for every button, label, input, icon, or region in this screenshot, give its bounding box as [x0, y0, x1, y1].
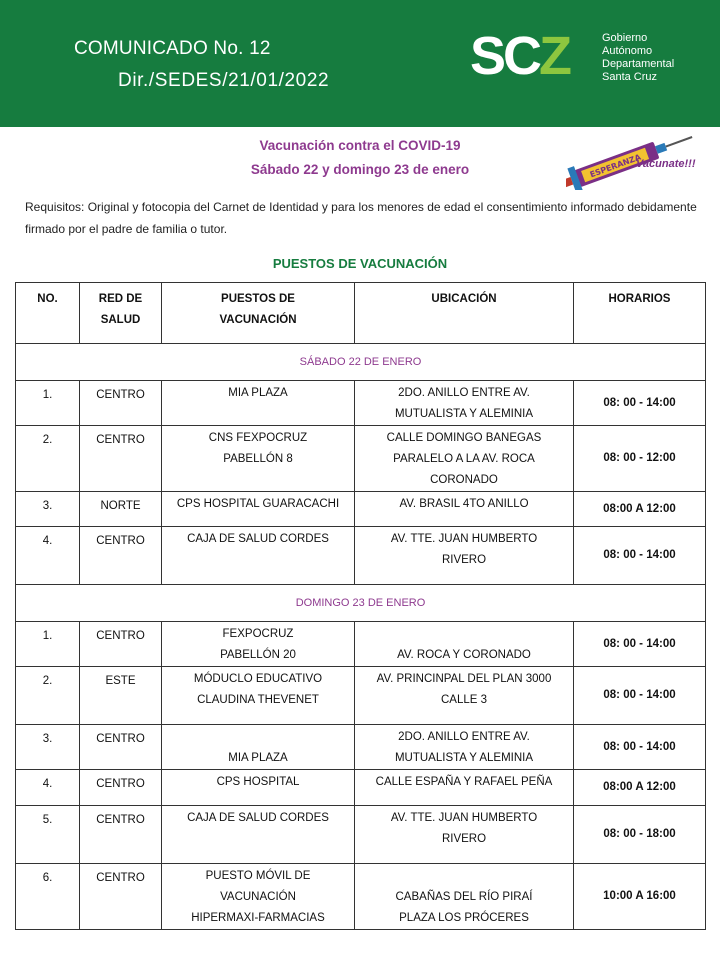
cell-red-salud: CENTRO — [80, 806, 162, 864]
puesto-line: MÓDUCLO EDUCATIVO — [193, 673, 323, 685]
ubicacion-line: MUTUALISTA Y ALEMINIA — [394, 752, 534, 764]
vacunate-slogan: Vacunate!!! — [636, 158, 696, 170]
table-row — [16, 864, 706, 930]
cell-ubicacion — [355, 864, 574, 930]
cell-ubicacion — [355, 770, 574, 806]
puesto-line: CLAUDINA THEVENET — [197, 694, 319, 706]
ubicacion-line: CALLE 3 — [440, 694, 488, 706]
table-row — [16, 492, 706, 527]
table-row — [16, 725, 706, 770]
cell-horario: 08: 00 - 18:00 — [574, 806, 706, 864]
logo-letters: SCZ — [470, 26, 570, 86]
campaign-dates: Sábado 22 y domingo 23 de enero — [250, 162, 470, 177]
cell-no: 4. — [16, 770, 80, 806]
cell-no: 3. — [16, 725, 80, 770]
ubicacion-line: MUTUALISTA Y ALEMINIA — [394, 408, 534, 420]
puesto-line: CNS FEXPOCRUZ — [208, 432, 308, 444]
header-red-salud: RED DE SALUD — [80, 283, 162, 344]
cell-no: 2. — [16, 426, 80, 492]
cell-ubicacion — [355, 426, 574, 492]
cell-no: 1. — [16, 622, 80, 667]
puesto-line — [166, 727, 350, 748]
puesto-line: PABELLÓN 8 — [223, 453, 293, 465]
day-label: DOMINGO 23 DE ENERO — [16, 585, 706, 622]
cell-red-salud: CENTRO — [80, 725, 162, 770]
ubicacion-line — [359, 866, 569, 887]
ubicacion-line: CABAÑAS DEL RÍO PIRAÍ — [395, 891, 533, 903]
header-puestos: PUESTOS DE VACUNACIÓN — [162, 283, 355, 344]
cell-no: 3. — [16, 492, 80, 527]
day-label: SÁBADO 22 DE ENERO — [16, 344, 706, 381]
requirements-text: Requisitos: Original y fotocopia del Carnet de Identidad y para los menores de edad el consentimiento informado debidamente firmado por el padre de familia o tutor. — [25, 200, 697, 236]
table-row — [16, 527, 706, 585]
cell-puesto — [162, 622, 355, 667]
ubicacion-line: CORONADO — [430, 474, 498, 486]
cell-red-salud: CENTRO — [80, 527, 162, 585]
table-row — [16, 622, 706, 667]
cell-puesto — [162, 770, 355, 806]
puesto-line: CPS HOSPITAL GUARACACHI — [176, 498, 340, 510]
ubicacion-line: RIVERO — [441, 554, 487, 566]
scz-logo — [470, 26, 690, 90]
day-header-row — [16, 585, 706, 622]
table-header-row — [16, 283, 706, 344]
cell-red-salud: CENTRO — [80, 381, 162, 426]
cell-ubicacion — [355, 806, 574, 864]
comunicado-number: COMUNICADO No. 12 — [74, 38, 271, 59]
cell-ubicacion — [355, 622, 574, 667]
cell-no: 2. — [16, 667, 80, 725]
puesto-line: CAJA DE SALUD CORDES — [187, 812, 329, 824]
cell-puesto — [162, 864, 355, 930]
cell-horario: 08: 00 - 12:00 — [574, 426, 706, 492]
syringe-badge-text: ESPERANZA — [588, 152, 643, 180]
campaign-title-line: Vacunación contra el COVID-19 — [259, 138, 461, 153]
vaccination-table — [15, 282, 706, 930]
table-title: PUESTOS DE VACUNACIÓN — [272, 256, 448, 271]
cell-no: 1. — [16, 381, 80, 426]
cell-horario: 08:00 A 12:00 — [574, 770, 706, 806]
day-header-row — [16, 344, 706, 381]
table-row — [16, 806, 706, 864]
cell-horario: 08:00 A 12:00 — [574, 492, 706, 527]
ubicacion-line: AV. BRASIL 4TO ANILLO — [399, 498, 529, 510]
header-banner — [0, 0, 720, 127]
comunicado-reference: Dir./SEDES/21/01/2022 — [118, 70, 330, 91]
cell-horario: 08: 00 - 14:00 — [574, 725, 706, 770]
cell-ubicacion — [355, 667, 574, 725]
cell-red-salud: CENTRO — [80, 864, 162, 930]
table-row — [16, 667, 706, 725]
header-ubicacion: UBICACIÓN — [355, 283, 574, 344]
cell-horario: 08: 00 - 14:00 — [574, 381, 706, 426]
ubicacion-line: 2DO. ANILLO ENTRE AV. — [398, 731, 530, 743]
ubicacion-line: PLAZA LOS PRÓCERES — [399, 912, 529, 924]
ubicacion-line: AV. PRINCINPAL DEL PLAN 3000 — [376, 673, 552, 685]
puesto-line: MIA PLAZA — [228, 387, 288, 399]
cell-red-salud: CENTRO — [80, 770, 162, 806]
campaign-title — [180, 134, 540, 182]
cell-horario: 08: 00 - 14:00 — [574, 622, 706, 667]
cell-no: 6. — [16, 864, 80, 930]
cell-puesto — [162, 381, 355, 426]
puesto-line: VACUNACIÓN — [220, 891, 296, 903]
puesto-line: CPS HOSPITAL — [216, 776, 300, 788]
header-horarios: HORARIOS — [574, 283, 706, 344]
puesto-line: CAJA DE SALUD CORDES — [187, 533, 329, 545]
cell-puesto — [162, 492, 355, 527]
cell-ubicacion — [355, 381, 574, 426]
puesto-line: PABELLÓN 20 — [220, 649, 296, 661]
cell-red-salud: CENTRO — [80, 426, 162, 492]
cell-ubicacion — [355, 527, 574, 585]
table-body — [16, 344, 706, 930]
puesto-line: MIA PLAZA — [228, 752, 288, 764]
cell-red-salud: NORTE — [80, 492, 162, 527]
ubicacion-line: CALLE ESPAÑA Y RAFAEL PEÑA — [375, 776, 553, 788]
ubicacion-line: AV. TTE. JUAN HUMBERTO — [390, 812, 538, 824]
cell-puesto — [162, 806, 355, 864]
cell-horario: 08: 00 - 14:00 — [574, 667, 706, 725]
cell-horario: 08: 00 - 14:00 — [574, 527, 706, 585]
ubicacion-line: PARALELO A LA AV. ROCA — [393, 453, 535, 465]
cell-no: 5. — [16, 806, 80, 864]
ubicacion-line: AV. ROCA Y CORONADO — [397, 649, 531, 661]
table-row — [16, 770, 706, 806]
cell-puesto — [162, 527, 355, 585]
header-no: NO. — [16, 283, 80, 344]
cell-no: 4. — [16, 527, 80, 585]
ubicacion-line: RIVERO — [441, 833, 487, 845]
ubicacion-line: AV. TTE. JUAN HUMBERTO — [390, 533, 538, 545]
cell-puesto — [162, 667, 355, 725]
ubicacion-line: CALLE DOMINGO BANEGAS — [386, 432, 542, 444]
puesto-line: PUESTO MÓVIL DE — [205, 870, 311, 882]
cell-ubicacion — [355, 725, 574, 770]
puesto-line: FEXPOCRUZ — [222, 628, 294, 640]
cell-red-salud: CENTRO — [80, 622, 162, 667]
puesto-line: HIPERMAXI-FARMACIAS — [191, 912, 325, 924]
ubicacion-line: 2DO. ANILLO ENTRE AV. — [398, 387, 530, 399]
cell-red-salud: ESTE — [80, 667, 162, 725]
table-row — [16, 381, 706, 426]
cell-horario: 10:00 A 16:00 — [574, 864, 706, 930]
cell-puesto — [162, 426, 355, 492]
logo-caption: Gobierno Autónomo Departamental Santa Cruz — [602, 32, 675, 83]
ubicacion-line — [359, 624, 569, 645]
cell-ubicacion — [355, 492, 574, 527]
table-row — [16, 426, 706, 492]
cell-puesto — [162, 725, 355, 770]
